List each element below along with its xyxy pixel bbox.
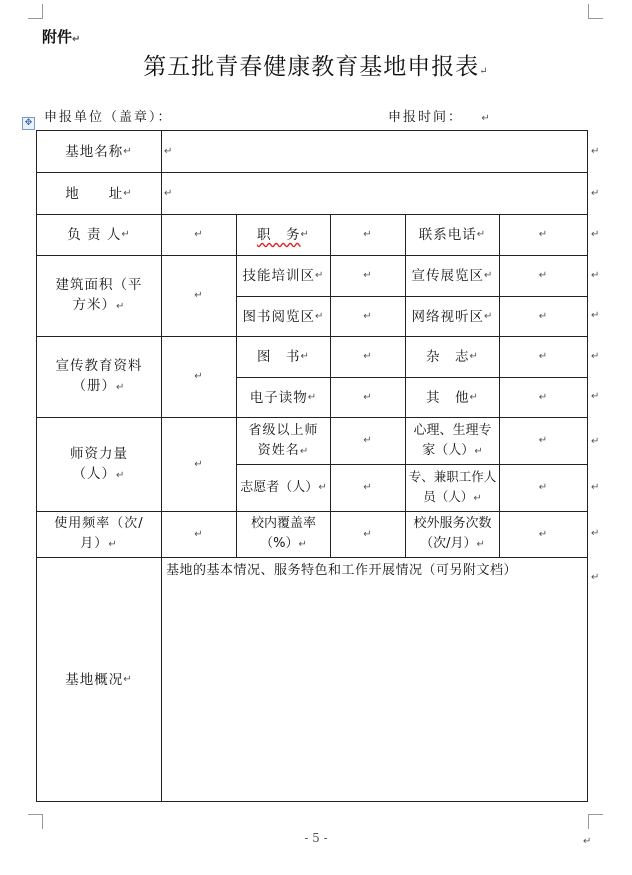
page-number: - 5 - (304, 831, 328, 845)
books-label: 图 书 ↵ (257, 349, 310, 365)
position-value[interactable]: ↵ (363, 229, 373, 240)
form-title: 第五批青春健康教育基地申报表↵ (143, 54, 489, 80)
phone-value[interactable]: ↵ (538, 229, 549, 240)
row-end-mark: ↵ (591, 146, 600, 157)
base-name-label: 基地名称 ↵ (65, 143, 133, 160)
network-av-area-value[interactable]: ↵ (538, 310, 549, 322)
parttime-staff-label: 专、兼职工作人员（人）↵ (408, 469, 497, 504)
library-area-label: 图书阅览区 ↵ (242, 308, 325, 325)
provincial-staff-label: 省级以上师资姓名↵ (248, 422, 319, 458)
parttime-staff-value[interactable]: ↵ (538, 482, 549, 493)
volunteers-value[interactable]: ↵ (363, 482, 373, 493)
position-label: 职 务 ↵ (257, 227, 310, 243)
materials-label: 宣传教育资料（册）↵ (55, 358, 143, 394)
outside-service-label: 校外服务次数（次/月）↵ (413, 516, 492, 551)
promotion-exhibit-area-value[interactable]: ↵ (538, 270, 549, 281)
row-end-mark: ↵ (591, 229, 600, 240)
overview-value[interactable]: 基地的基本情况、服务特色和工作开展情况（可另附文档） (166, 563, 518, 578)
row-end-mark: ↵ (591, 482, 600, 493)
table-move-handle-icon[interactable]: ✥ (22, 117, 35, 130)
row-end-mark: ↵ (591, 572, 600, 583)
row-end-mark: ↵ (591, 270, 600, 281)
books-value[interactable]: ↵ (363, 351, 373, 362)
row-end-mark: ↵ (591, 528, 600, 539)
row-end-mark: ↵ (591, 391, 600, 402)
address-label: 地 址 ↵ (65, 185, 133, 202)
applicant-unit-label: 申报单位（盖章）： (44, 110, 173, 125)
provincial-staff-value[interactable]: ↵ (363, 435, 373, 446)
overview-label: 基地概况 ↵ (65, 671, 133, 688)
row-end-mark: ↵ (591, 310, 600, 321)
campus-coverage-value[interactable]: ↵ (363, 528, 373, 540)
usage-frequency-label: 使用频率（次/月）↵ (54, 516, 144, 551)
experts-label: 心理、生理专家（人）↵ (413, 422, 492, 458)
ebooks-label: 电子读物 ↵ (249, 389, 318, 406)
ebooks-value[interactable]: ↵ (363, 391, 373, 403)
row-end-mark: ↵ (591, 351, 600, 362)
experts-value[interactable]: ↵ (538, 435, 549, 446)
leader-label: 负 责 人 ↵ (67, 227, 131, 243)
leader-value[interactable]: ↵ (194, 229, 204, 240)
library-area-value[interactable]: ↵ (363, 310, 373, 322)
campus-coverage-label: 校内覆盖率（%）↵ (250, 516, 316, 551)
magazines-value[interactable]: ↵ (538, 351, 549, 362)
phone-label: 联系电话 ↵ (418, 227, 487, 243)
page-end-mark: ↵ (583, 836, 592, 847)
staff-label: 师资力量（人）↵ (70, 445, 128, 482)
outside-service-value[interactable]: ↵ (538, 528, 549, 540)
other-value[interactable]: ↵ (538, 391, 549, 403)
application-time-label: 申报时间： ↵ (388, 110, 492, 125)
staff-value[interactable]: ↵ (194, 458, 204, 470)
building-area-value[interactable]: ↵ (194, 290, 204, 301)
annex-label: 附件↵ (42, 28, 81, 46)
promotion-exhibit-area-label: 宣传展览区 ↵ (411, 268, 494, 284)
row-end-mark: ↵ (591, 436, 600, 447)
skill-training-area-value[interactable]: ↵ (363, 270, 373, 281)
address-value[interactable]: ↵ (164, 187, 174, 199)
volunteers-label: 志愿者（人） ↵ (240, 480, 327, 495)
building-area-label: 建筑面积（平方米）↵ (55, 277, 143, 313)
magazines-label: 杂 志 ↵ (426, 349, 479, 365)
skill-training-area-label: 技能培训区 ↵ (242, 268, 325, 284)
base-name-value[interactable]: ↵ (164, 145, 174, 157)
other-label: 其 他 ↵ (426, 389, 479, 406)
usage-frequency-value[interactable]: ↵ (194, 528, 204, 540)
row-end-mark: ↵ (591, 188, 600, 199)
materials-value[interactable]: ↵ (194, 371, 204, 382)
network-av-area-label: 网络视听区 ↵ (411, 308, 494, 325)
